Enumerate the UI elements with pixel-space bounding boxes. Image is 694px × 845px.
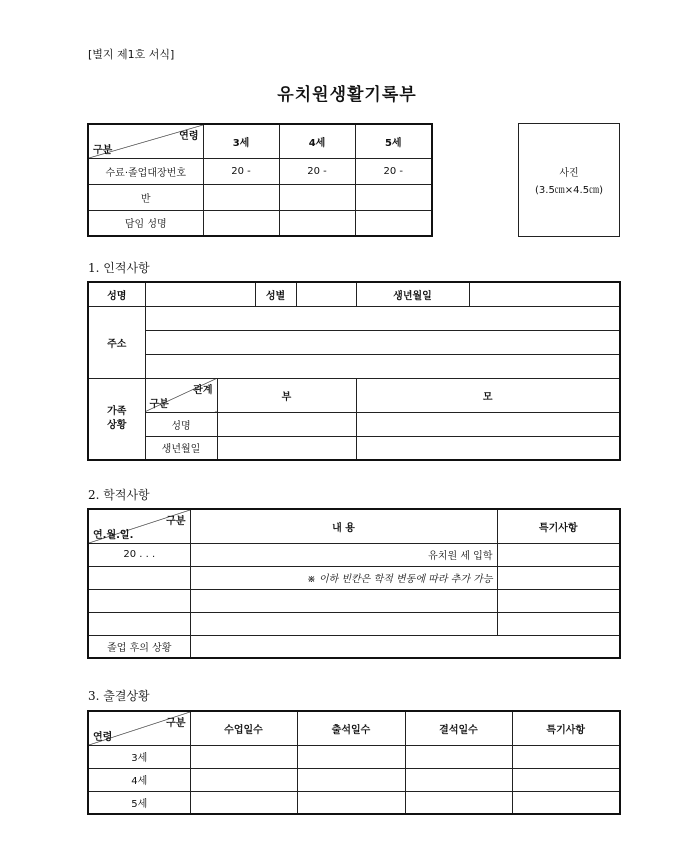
corner-bottom-label: 구분 xyxy=(93,144,113,156)
notes-header: 특기사항 xyxy=(497,509,620,543)
attendance-header: 결석일수 xyxy=(405,711,512,745)
corner-top-label: 관계 xyxy=(193,384,213,396)
father-name-field[interactable] xyxy=(217,412,356,436)
attendance-header: 출석일수 xyxy=(297,711,405,745)
corner-bottom-label: 연.월.일. xyxy=(93,529,134,541)
attendance-corner-cell xyxy=(88,711,190,745)
section-heading: 3. 출결상황 xyxy=(88,689,150,703)
date-cell[interactable] xyxy=(88,589,190,612)
address-field[interactable] xyxy=(145,306,620,330)
content-header: 내 용 xyxy=(190,509,497,543)
cell-value[interactable]: 20 - xyxy=(203,158,279,184)
academic-table xyxy=(87,508,621,659)
attendance-cell[interactable] xyxy=(512,745,620,768)
academic-corner-cell xyxy=(88,509,190,543)
attendance-cell[interactable] xyxy=(190,791,297,814)
date-cell[interactable] xyxy=(88,612,190,635)
date-cell[interactable] xyxy=(88,566,190,589)
page-title: 유치원생활기록부 xyxy=(277,85,417,105)
attendance-cell[interactable] xyxy=(297,768,405,791)
birth-label: 생년월일 xyxy=(356,282,469,306)
cell-value[interactable] xyxy=(203,210,279,236)
photo-label: 사진 xyxy=(559,168,579,179)
photo-size: (3.5㎝×4.5㎝) xyxy=(535,185,603,196)
attendance-row-label: 3세 xyxy=(88,745,190,768)
attendance-header: 수업일수 xyxy=(190,711,297,745)
attendance-cell[interactable] xyxy=(190,745,297,768)
notes-cell[interactable] xyxy=(497,612,620,635)
row-label: 반 xyxy=(88,184,203,210)
corner-bottom-label: 구분 xyxy=(149,398,169,410)
father-header: 부 xyxy=(217,378,356,412)
attendance-cell[interactable] xyxy=(190,768,297,791)
family-corner-cell xyxy=(145,378,217,412)
content-cell[interactable]: 유치원 세 입학 xyxy=(190,543,497,566)
corner-bottom-label: 연령 xyxy=(93,731,113,743)
attendance-row-label: 4세 xyxy=(88,768,190,791)
corner-top-label: 구분 xyxy=(166,718,186,729)
notes-cell[interactable] xyxy=(497,589,620,612)
attendance-header: 특기사항 xyxy=(512,711,620,745)
family-label xyxy=(88,378,145,460)
attendance-cell[interactable] xyxy=(297,791,405,814)
attendance-cell[interactable] xyxy=(405,745,512,768)
address-label: 주소 xyxy=(88,306,145,378)
after-grad-label: 졸업 후의 상황 xyxy=(88,635,190,658)
attendance-cell[interactable] xyxy=(405,768,512,791)
corner-top-label: 연령 xyxy=(179,131,199,142)
age-header: 5세 xyxy=(355,124,432,158)
family-label-line2: 상황 xyxy=(107,419,127,431)
family-row-label: 생년월일 xyxy=(145,436,217,460)
corner-top-label: 구분 xyxy=(166,516,186,527)
gender-field[interactable] xyxy=(296,282,356,306)
row-label: 담임 성명 xyxy=(88,210,203,236)
form-label: [별지 제1호 서식] xyxy=(88,48,175,61)
note-row-text: ※ 이하 빈칸은 학적 변동에 따라 추가 가능 xyxy=(190,566,497,589)
address-field[interactable] xyxy=(145,354,620,378)
notes-cell[interactable] xyxy=(497,566,620,589)
content-cell[interactable] xyxy=(190,612,497,635)
age-header: 4세 xyxy=(279,124,355,158)
content-cell[interactable] xyxy=(190,589,497,612)
cell-value[interactable] xyxy=(279,210,355,236)
attendance-cell[interactable] xyxy=(297,745,405,768)
cell-value[interactable] xyxy=(355,210,432,236)
age-header: 3세 xyxy=(203,124,279,158)
section-heading: 1. 인적사항 xyxy=(88,261,150,275)
address-field[interactable] xyxy=(145,330,620,354)
gender-label: 성별 xyxy=(255,282,296,306)
name-label: 성명 xyxy=(88,282,145,306)
summary-table xyxy=(87,123,433,237)
attendance-cell[interactable] xyxy=(512,768,620,791)
date-cell[interactable]: 20 . . . xyxy=(88,543,190,566)
cell-value[interactable]: 20 - xyxy=(355,158,432,184)
attendance-cell[interactable] xyxy=(405,791,512,814)
photo-box[interactable] xyxy=(518,123,620,237)
after-grad-field[interactable] xyxy=(190,635,620,658)
mother-name-field[interactable] xyxy=(356,412,620,436)
row-label: 수료·졸업대장번호 xyxy=(88,158,203,184)
personal-info-table xyxy=(87,281,621,461)
birth-field[interactable] xyxy=(469,282,620,306)
father-birth-field[interactable] xyxy=(217,436,356,460)
cell-value[interactable] xyxy=(203,184,279,210)
attendance-cell[interactable] xyxy=(512,791,620,814)
mother-header: 모 xyxy=(356,378,620,412)
notes-cell[interactable] xyxy=(497,543,620,566)
section-heading: 2. 학적사항 xyxy=(88,488,150,502)
attendance-table xyxy=(87,710,621,815)
cell-value[interactable] xyxy=(355,184,432,210)
cell-value[interactable] xyxy=(279,184,355,210)
attendance-row-label: 5세 xyxy=(88,791,190,814)
name-field[interactable] xyxy=(145,282,255,306)
family-row-label: 성명 xyxy=(145,412,217,436)
cell-value[interactable]: 20 - xyxy=(279,158,355,184)
mother-birth-field[interactable] xyxy=(356,436,620,460)
summary-corner-cell xyxy=(88,124,203,158)
family-label-line1: 가족 xyxy=(107,405,127,417)
